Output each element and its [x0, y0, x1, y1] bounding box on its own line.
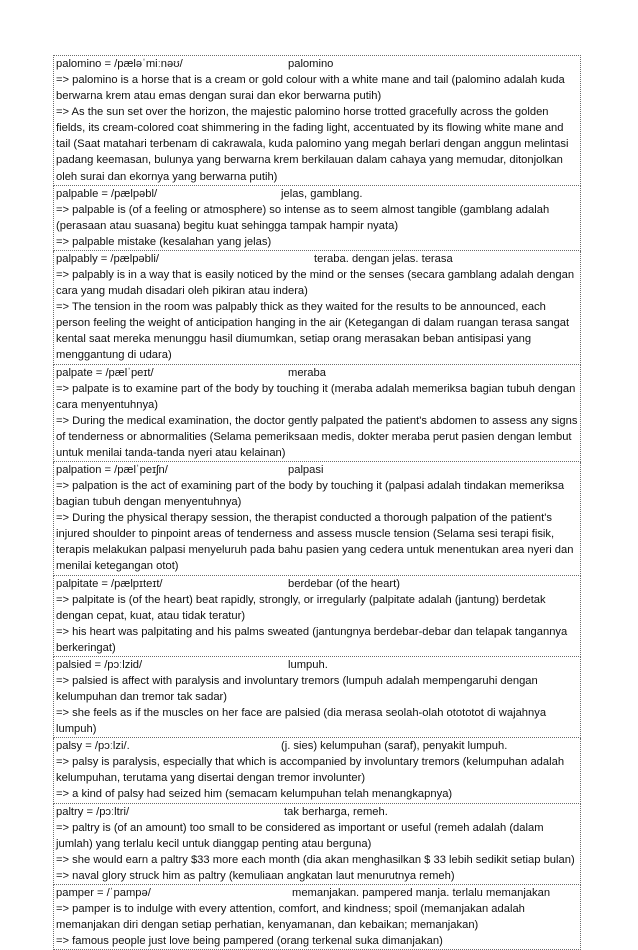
dictionary-entry — [53, 885, 581, 950]
entry-line: => famous people just love being pampered (orang terkenal suka dimanjakan) — [56, 935, 443, 948]
entry-line: => palpable is (of a feeling or atmosphere) so intense as to seem almost tangible (gamblang adalah (perasaan atau suasana) begitu kuat sehingga tampak hampir nyata) — [56, 203, 550, 232]
entry-line: => During the medical examination, the doctor gently palpated the patient's abdomen to assess any signs of tenderness or abnormalities (Selama pemeriksaan medis, dokter meraba perut pasien dengan lembut untuk menilai tanda-tanda nyeri atau kelainan) — [56, 414, 578, 459]
entry-term: palpitate = /pælpɪteɪt/ — [56, 577, 163, 590]
entry-heading — [56, 576, 578, 592]
entry-translation: berdebar (of the heart) — [288, 577, 400, 590]
dictionary-entry — [53, 251, 581, 365]
entry-translation: tak berharga, remeh. — [284, 805, 388, 818]
entry-heading — [56, 56, 578, 72]
entry-line: => During the physical therapy session, the therapist conducted a thorough palpation of the patient's injured shoulder to pinpoint areas of tenderness and assess muscle tension (Selama sesi terapi fisik, terapis melakukan palpasi menyeluruh pada bahu pasien yang cedera untuk menentukan area nyeri dan menilai ketegangan otot) — [56, 512, 574, 573]
entry-term: palsy = /pɔːlzi/. — [56, 740, 130, 753]
dictionary-entry — [53, 804, 581, 885]
dictionary-entry — [53, 657, 581, 738]
entry-heading — [56, 804, 578, 820]
entry-line: => paltry is (of an amount) too small to be considered as important or useful (remeh adalah (dalam jumlah) yang terlalu kecil untuk dianggap penting atau berguna) — [56, 821, 544, 850]
entry-line: => palsied is affect with paralysis and involuntary tremors (lumpuh adalah mempengaruhi dengan kelumpuhan dan tremor tak sadar) — [56, 674, 538, 703]
entry-line: => palpate is to examine part of the body by touching it (meraba adalah memeriksa bagian tubuh dengan cara menyentuhnya) — [56, 382, 576, 411]
entry-line: => she feels as if the muscles on her face are palsied (dia merasa seolah-olah otototot di wajahnya lumpuh) — [56, 707, 547, 736]
entry-heading — [56, 251, 578, 267]
entry-heading — [56, 657, 578, 673]
entry-term: palpation = /pælˈpeɪʃn/ — [56, 463, 168, 476]
dictionary-entry — [53, 365, 581, 462]
entry-line: => palpitate is (of the heart) beat rapidly, strongly, or irregularly (palpitate adalah (jantung) berdetak dengan cepat, kuat, atau tidak teratur) — [56, 593, 546, 622]
entry-term: pamper = /ˈpampə/ — [56, 886, 151, 899]
entry-line: => palomino is a horse that is a cream or gold colour with a white mane and tail (palomino adalah kuda berwarna krem atau emas dengan surai dan ekor berwarna putih) — [56, 74, 565, 103]
entry-translation: palpasi — [288, 463, 324, 476]
entry-heading — [56, 365, 578, 381]
entry-line: => she would earn a paltry $33 more each month (dia akan menghasilkan $ 33 lebih sedikit setiap bulan) — [56, 853, 575, 866]
dictionary-entry — [53, 55, 581, 186]
entry-line: => As the sun set over the horizon, the majestic palomino horse trotted gracefully across the golden fields, its cream-colored coat shimmering in the fading light, accentuated by its flowing white mane and tail (Saat matahari terbenam di cakrawala, kuda palomino yang megah berlari dengan anggun melintasi padang keemasan, bulunya yang berwarna krem berkilauan dalam cahaya yang memudar, ditonjolkan oleh surai dan ekornya yang berwarna putih) — [56, 106, 569, 183]
dictionary-entry — [53, 738, 581, 803]
entry-heading — [56, 186, 578, 202]
entry-translation: memanjakan. pampered manja. terlalu memanjakan — [292, 886, 551, 899]
entry-term: paltry = /pɔːltri/ — [56, 805, 130, 818]
entry-line: => palpation is the act of examining part of the body by touching it (palpasi adalah tindakan memeriksa bagian tubuh dengan menyentuhnya) — [56, 479, 565, 509]
entry-line: => palpable mistake (kesalahan yang jelas) — [56, 235, 272, 248]
entry-term: palsied = /pɔːlzid/ — [56, 658, 143, 671]
entry-line: => palpably is in a way that is easily noticed by the mind or the senses (secara gamblang adalah dengan cara yang mudah disadari oleh pikiran atau indera) — [56, 268, 575, 298]
entry-heading — [56, 462, 578, 478]
entry-term: palpate = /pælˈpeɪt/ — [56, 366, 154, 379]
entry-translation: jelas, gamblang. — [281, 187, 363, 200]
dictionary-entry — [53, 576, 581, 657]
dictionary-page — [53, 55, 581, 950]
entry-translation: teraba. dengan jelas. terasa — [314, 252, 453, 265]
entry-translation: palomino — [288, 58, 334, 70]
entry-line: => his heart was palpitating and his palms sweated (jantungnya berdebar-debar dan telapak tangannya berkeringat) — [56, 625, 568, 654]
entry-heading — [56, 738, 578, 754]
entry-line: => The tension in the room was palpably thick as they waited for the results to be announced, each person feeling the weight of anticipation hanging in the air (Ketegangan di dalam ruangan terasa sangat kental saat mereka menunggu hasil diumumkan, setiap orang merasakan beban antisipasi yang menggantung di udara) — [56, 301, 570, 362]
entry-term: palpable = /pælpəbl/ — [56, 187, 158, 200]
entry-line: => naval glory struck him as paltry (kemuliaan angkatan laut menurutnya remeh) — [56, 869, 455, 882]
entry-line: => palsy is paralysis, especially that which is accompanied by involuntary tremors (kelumpuhan adalah kelumpuhan, terutama yang disertai dengan tremor involunter) — [56, 756, 565, 785]
entry-translation: lumpuh. — [288, 658, 328, 671]
entry-term: palomino = /pæləˈmiːnəʊ/ — [56, 58, 183, 70]
dictionary-entry — [53, 462, 581, 576]
dictionary-entry — [53, 186, 581, 251]
entry-line: => pamper is to indulge with every attention, comfort, and kindness; spoil (memanjakan adalah memanjakan diri dengan setiap perhatian, kenyamanan, dan kebaikan; memanjakan) — [56, 902, 525, 932]
entry-translation: (j. sies) kelumpuhan (saraf), penyakit lumpuh. — [281, 740, 508, 753]
entry-heading — [56, 885, 578, 901]
entry-line: => a kind of palsy had seized him (semacam kelumpuhan telah menangkapnya) — [56, 788, 453, 801]
entry-term: palpably = /pælpəbli/ — [56, 252, 159, 265]
entry-translation: meraba — [288, 366, 326, 379]
